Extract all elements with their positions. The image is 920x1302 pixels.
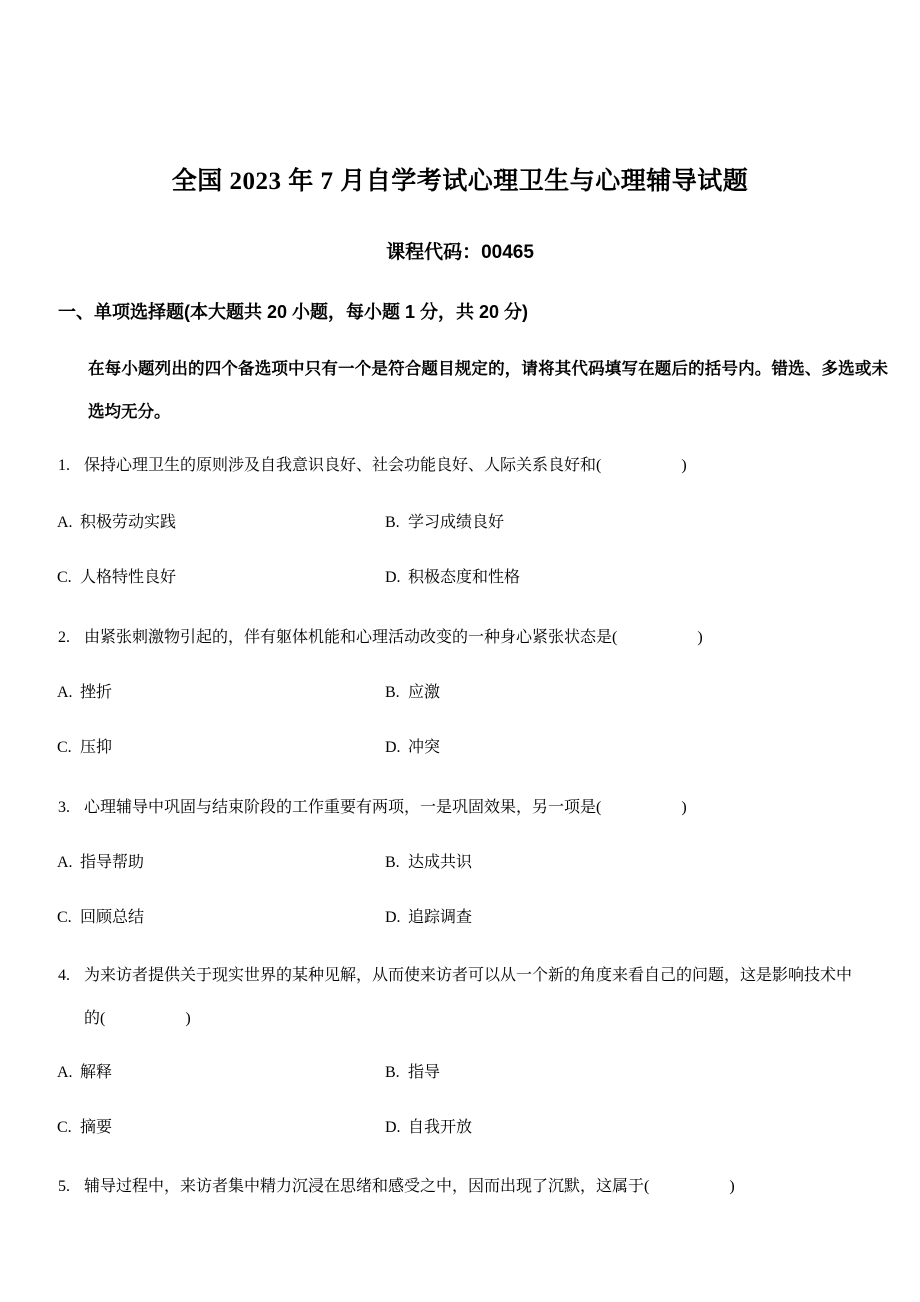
option-label: A. xyxy=(57,514,73,531)
option-text: 指导 xyxy=(408,1064,441,1081)
option-label: B. xyxy=(385,684,400,701)
course-code-line: 课程代码：00465 xyxy=(386,242,534,263)
option-label: C. xyxy=(57,1119,72,1136)
option-text: 自我开放 xyxy=(408,1119,473,1136)
question-3-option-b xyxy=(385,841,472,884)
option-label: C. xyxy=(57,569,72,586)
question-4-number: 4. xyxy=(58,967,70,984)
question-2-option-c xyxy=(57,726,112,769)
option-text: 积极态度和性格 xyxy=(408,569,521,586)
option-label: D. xyxy=(385,569,401,586)
question-4-text: 为来访者提供关于现实世界的某种见解，从而使来访者可以从一个新的角度来看自己的问题，这是影响技术中的( ) xyxy=(84,967,853,1027)
question-2-number: 2. xyxy=(58,629,70,646)
option-text: 冲突 xyxy=(408,739,441,756)
option-text: 挫折 xyxy=(80,684,113,701)
question-4-option-c xyxy=(57,1106,112,1149)
option-label: C. xyxy=(57,739,72,756)
question-1-option-c xyxy=(57,556,176,599)
question-3-number: 3. xyxy=(58,799,70,816)
question-3-text: 心理辅导中巩固与结束阶段的工作重要有两项，一是巩固效果，另一项是( ) xyxy=(84,799,687,816)
option-text: 达成共识 xyxy=(408,854,473,871)
question-2-text: 由紧张刺激物引起的，伴有躯体机能和心理活动改变的一种身心紧张状态是( ) xyxy=(84,629,703,646)
question-2 xyxy=(58,616,859,659)
question-3-option-d xyxy=(385,896,472,939)
question-2-option-a xyxy=(57,671,112,714)
question-1-option-a xyxy=(57,501,176,544)
question-1-option-d xyxy=(385,556,520,599)
option-label: B. xyxy=(385,1064,400,1081)
question-5-text: 辅导过程中，来访者集中精力沉浸在思绪和感受之中，因而出现了沉默，这属于( ) xyxy=(84,1178,735,1195)
question-4 xyxy=(58,954,859,1040)
section-heading: 一、单项选择题(本大题共 20 小题，每小题 1 分，共 20 分) xyxy=(58,302,529,322)
option-text: 应激 xyxy=(408,684,441,701)
option-text: 压抑 xyxy=(80,739,113,756)
question-1-number: 1. xyxy=(58,457,70,474)
question-1-text: 保持心理卫生的原则涉及自我意识良好、社会功能良好、人际关系良好和( ) xyxy=(84,457,687,474)
option-label: A. xyxy=(57,684,73,701)
question-4-option-d xyxy=(385,1106,472,1149)
question-4-option-a xyxy=(57,1051,112,1094)
question-2-option-d xyxy=(385,726,440,769)
option-label: C. xyxy=(57,909,72,926)
question-3-option-c xyxy=(57,896,144,939)
option-text: 解释 xyxy=(80,1064,113,1081)
option-text: 人格特性良好 xyxy=(80,569,177,586)
question-1 xyxy=(58,444,859,487)
option-label: B. xyxy=(385,514,400,531)
option-label: B. xyxy=(385,854,400,871)
question-3-option-a xyxy=(57,841,144,884)
question-2-option-b xyxy=(385,671,440,714)
option-text: 追踪调查 xyxy=(408,909,473,926)
option-text: 回顾总结 xyxy=(80,909,145,926)
option-label: D. xyxy=(385,739,401,756)
option-text: 摘要 xyxy=(80,1119,113,1136)
question-5 xyxy=(58,1165,859,1208)
option-label: A. xyxy=(57,1064,73,1081)
option-text: 学习成绩良好 xyxy=(408,514,505,531)
option-text: 积极劳动实践 xyxy=(80,514,177,531)
option-label: D. xyxy=(385,909,401,926)
document-title: 全国 2023 年 7 月自学考试心理卫生与心理辅导试题 xyxy=(171,168,749,195)
option-label: A. xyxy=(57,854,73,871)
option-text: 指导帮助 xyxy=(80,854,145,871)
question-5-number: 5. xyxy=(58,1178,70,1195)
question-1-option-b xyxy=(385,501,504,544)
question-3 xyxy=(58,786,859,829)
section-instructions: 在每小题列出的四个备选项中只有一个是符合题目规定的，请将其代码填写在题后的括号内。错选、多选或未选均无分。 xyxy=(88,360,888,421)
question-4-option-b xyxy=(385,1051,440,1094)
option-label: D. xyxy=(385,1119,401,1136)
